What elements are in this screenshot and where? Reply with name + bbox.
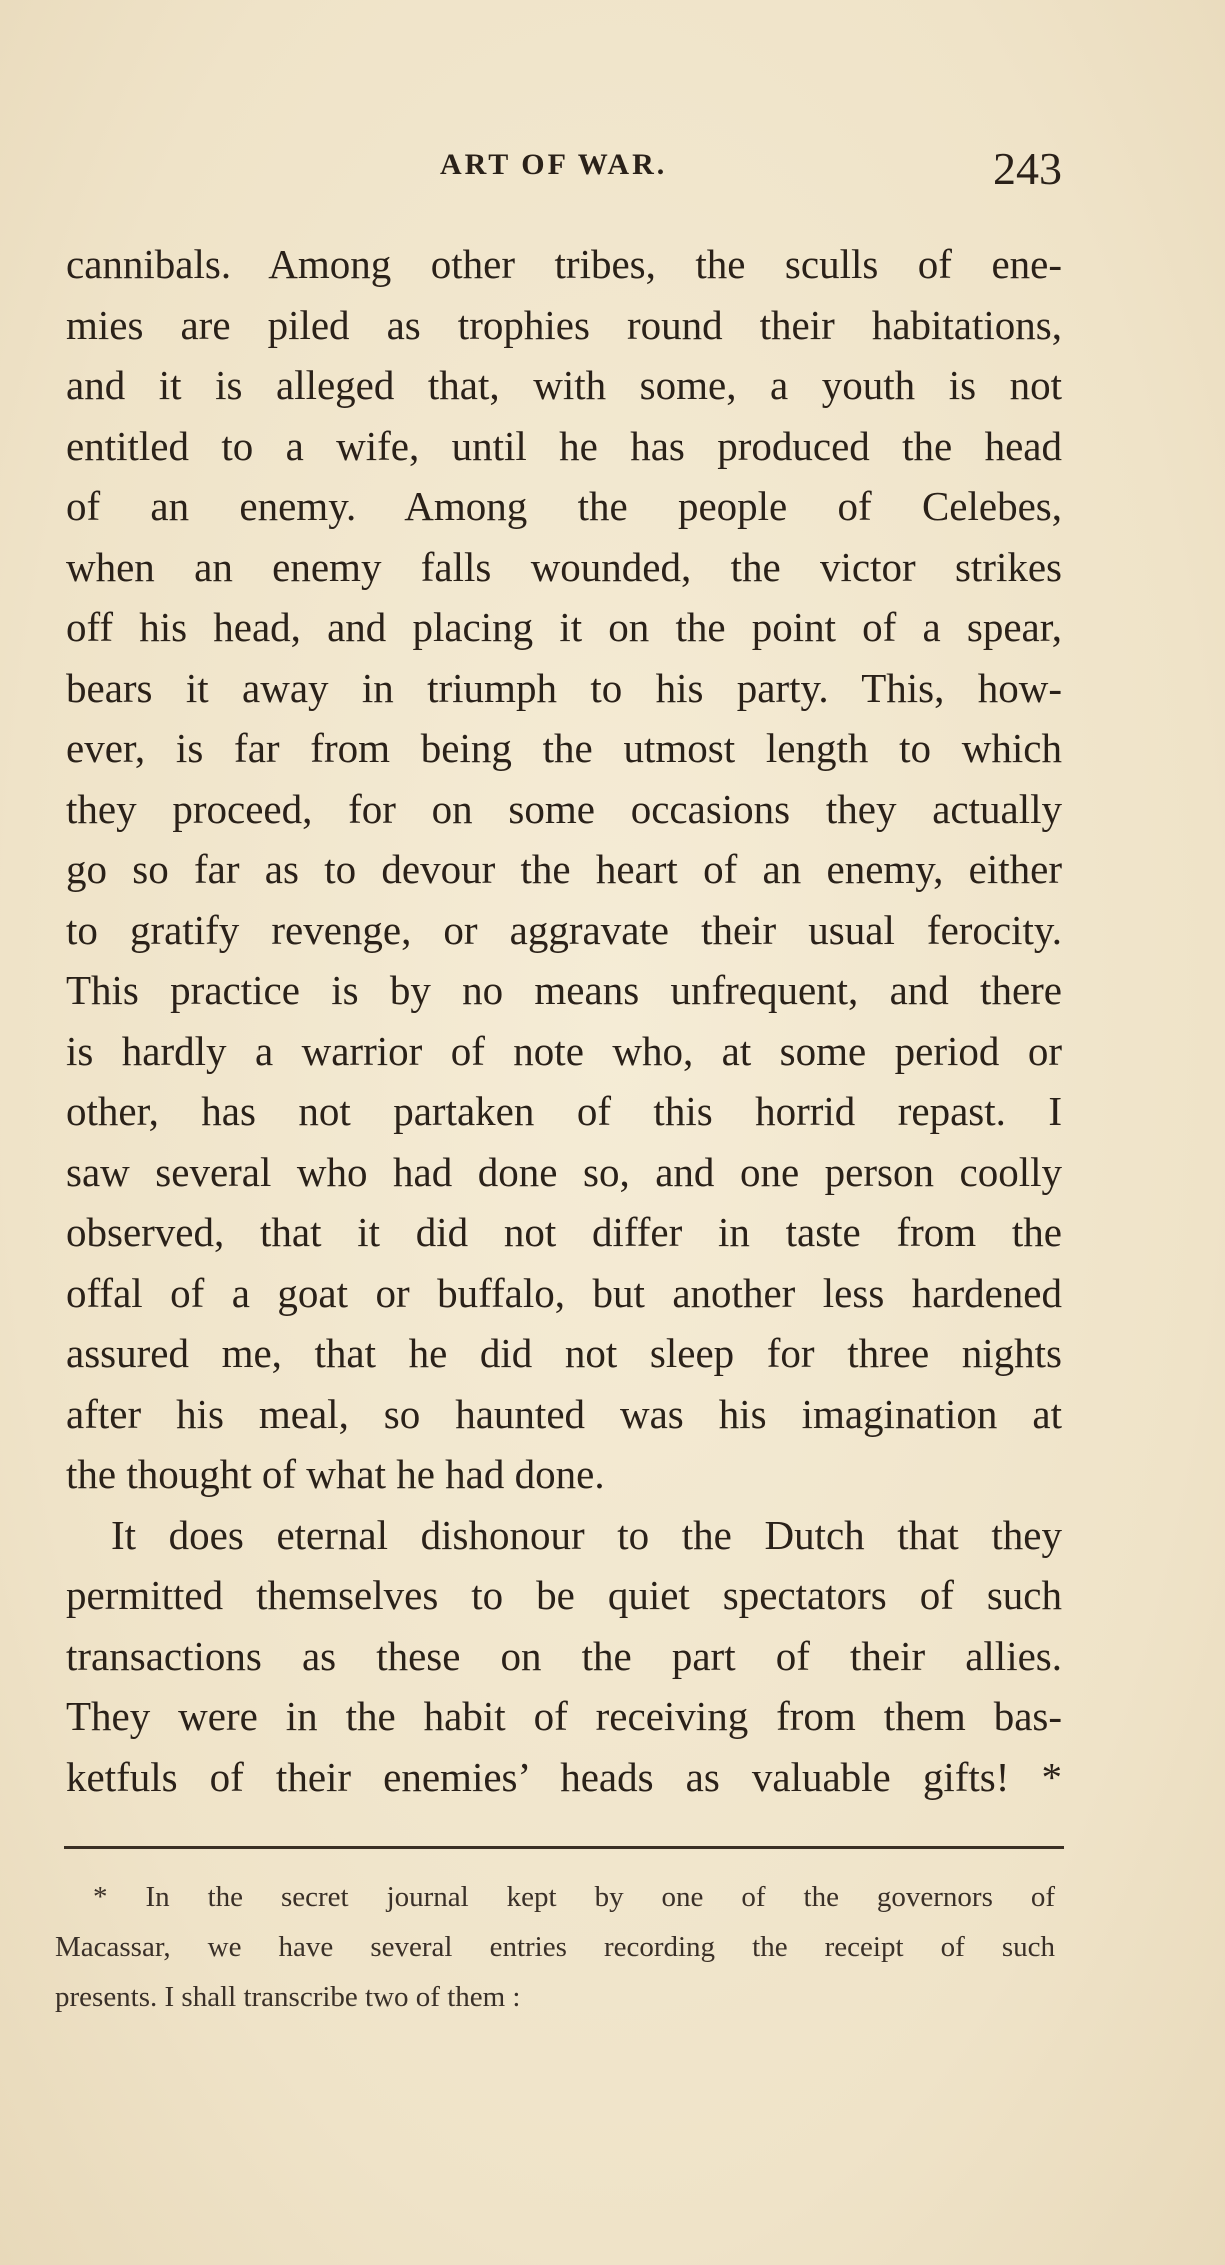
footnote-line: Macassar, we have several entries recording the receipt of such [55, 1931, 1055, 1963]
text-line: cannibals. Among other tribes, the sculls of ene- [66, 241, 1062, 287]
text-line: permitted themselves to be quiet spectators of such [66, 1572, 1062, 1618]
text-line: entitled to a wife, until he has produced the head [66, 422, 1062, 469]
footnote-rule [64, 1846, 1064, 1849]
text-line: transactions as these on the part of their allies. [66, 1632, 1062, 1679]
body-text [66, 234, 1062, 1807]
text-line: offal of a goat or buffalo, but another less hardened [66, 1269, 1062, 1316]
text-line: and it is alleged that, with some, a youth is not [66, 362, 1062, 408]
text-line: They were in the habit of receiving from them bas- [66, 1693, 1062, 1739]
text-line: off his head, and placing it on the point of a spear, [66, 604, 1062, 650]
footnote-line: * In the secret journal kept by one of the governors of [93, 1881, 1055, 1913]
page-number: 243 [993, 143, 1062, 194]
text-line: ever, is far from being the utmost length to which [66, 725, 1062, 771]
text-line: observed, that it did not differ in taste from the [66, 1209, 1062, 1255]
text-line: assured me, that he did not sleep for three nights [66, 1330, 1062, 1376]
text-line: they proceed, for on some occasions they actually [66, 785, 1062, 832]
footnote [55, 1872, 1055, 2022]
text-line: of an enemy. Among the people of Celebes, [66, 483, 1062, 529]
text-line: mies are piled as trophies round their habitations, [66, 301, 1062, 348]
footnote-line: presents. I shall transcribe two of them : [55, 1981, 521, 2013]
running-title: ART OF WAR. [440, 148, 668, 181]
text-line: go so far as to devour the heart of an enemy, either [66, 846, 1062, 892]
paragraph-end-line: the thought of what he had done. [66, 1451, 605, 1497]
text-line: ketfuls of their enemies’ heads as valuable gifts! * [66, 1753, 1062, 1800]
text-line: after his meal, so haunted was his imagination at [66, 1390, 1062, 1437]
text-line: This practice is by no means unfrequent, and there [66, 967, 1062, 1013]
text-line: saw several who had done so, and one person coolly [66, 1148, 1062, 1195]
text-line: to gratify revenge, or aggravate their usual ferocity. [66, 906, 1062, 953]
text-line: other, has not partaken of this horrid repast. I [66, 1088, 1062, 1134]
text-line: is hardly a warrior of note who, at some period or [66, 1027, 1062, 1074]
text-line: when an enemy falls wounded, the victor strikes [66, 543, 1062, 590]
running-head [0, 143, 1225, 198]
text-line: bears it away in triumph to his party. This, how- [66, 664, 1062, 711]
paragraph-start-line: It does eternal dishonour to the Dutch that they [111, 1511, 1062, 1558]
